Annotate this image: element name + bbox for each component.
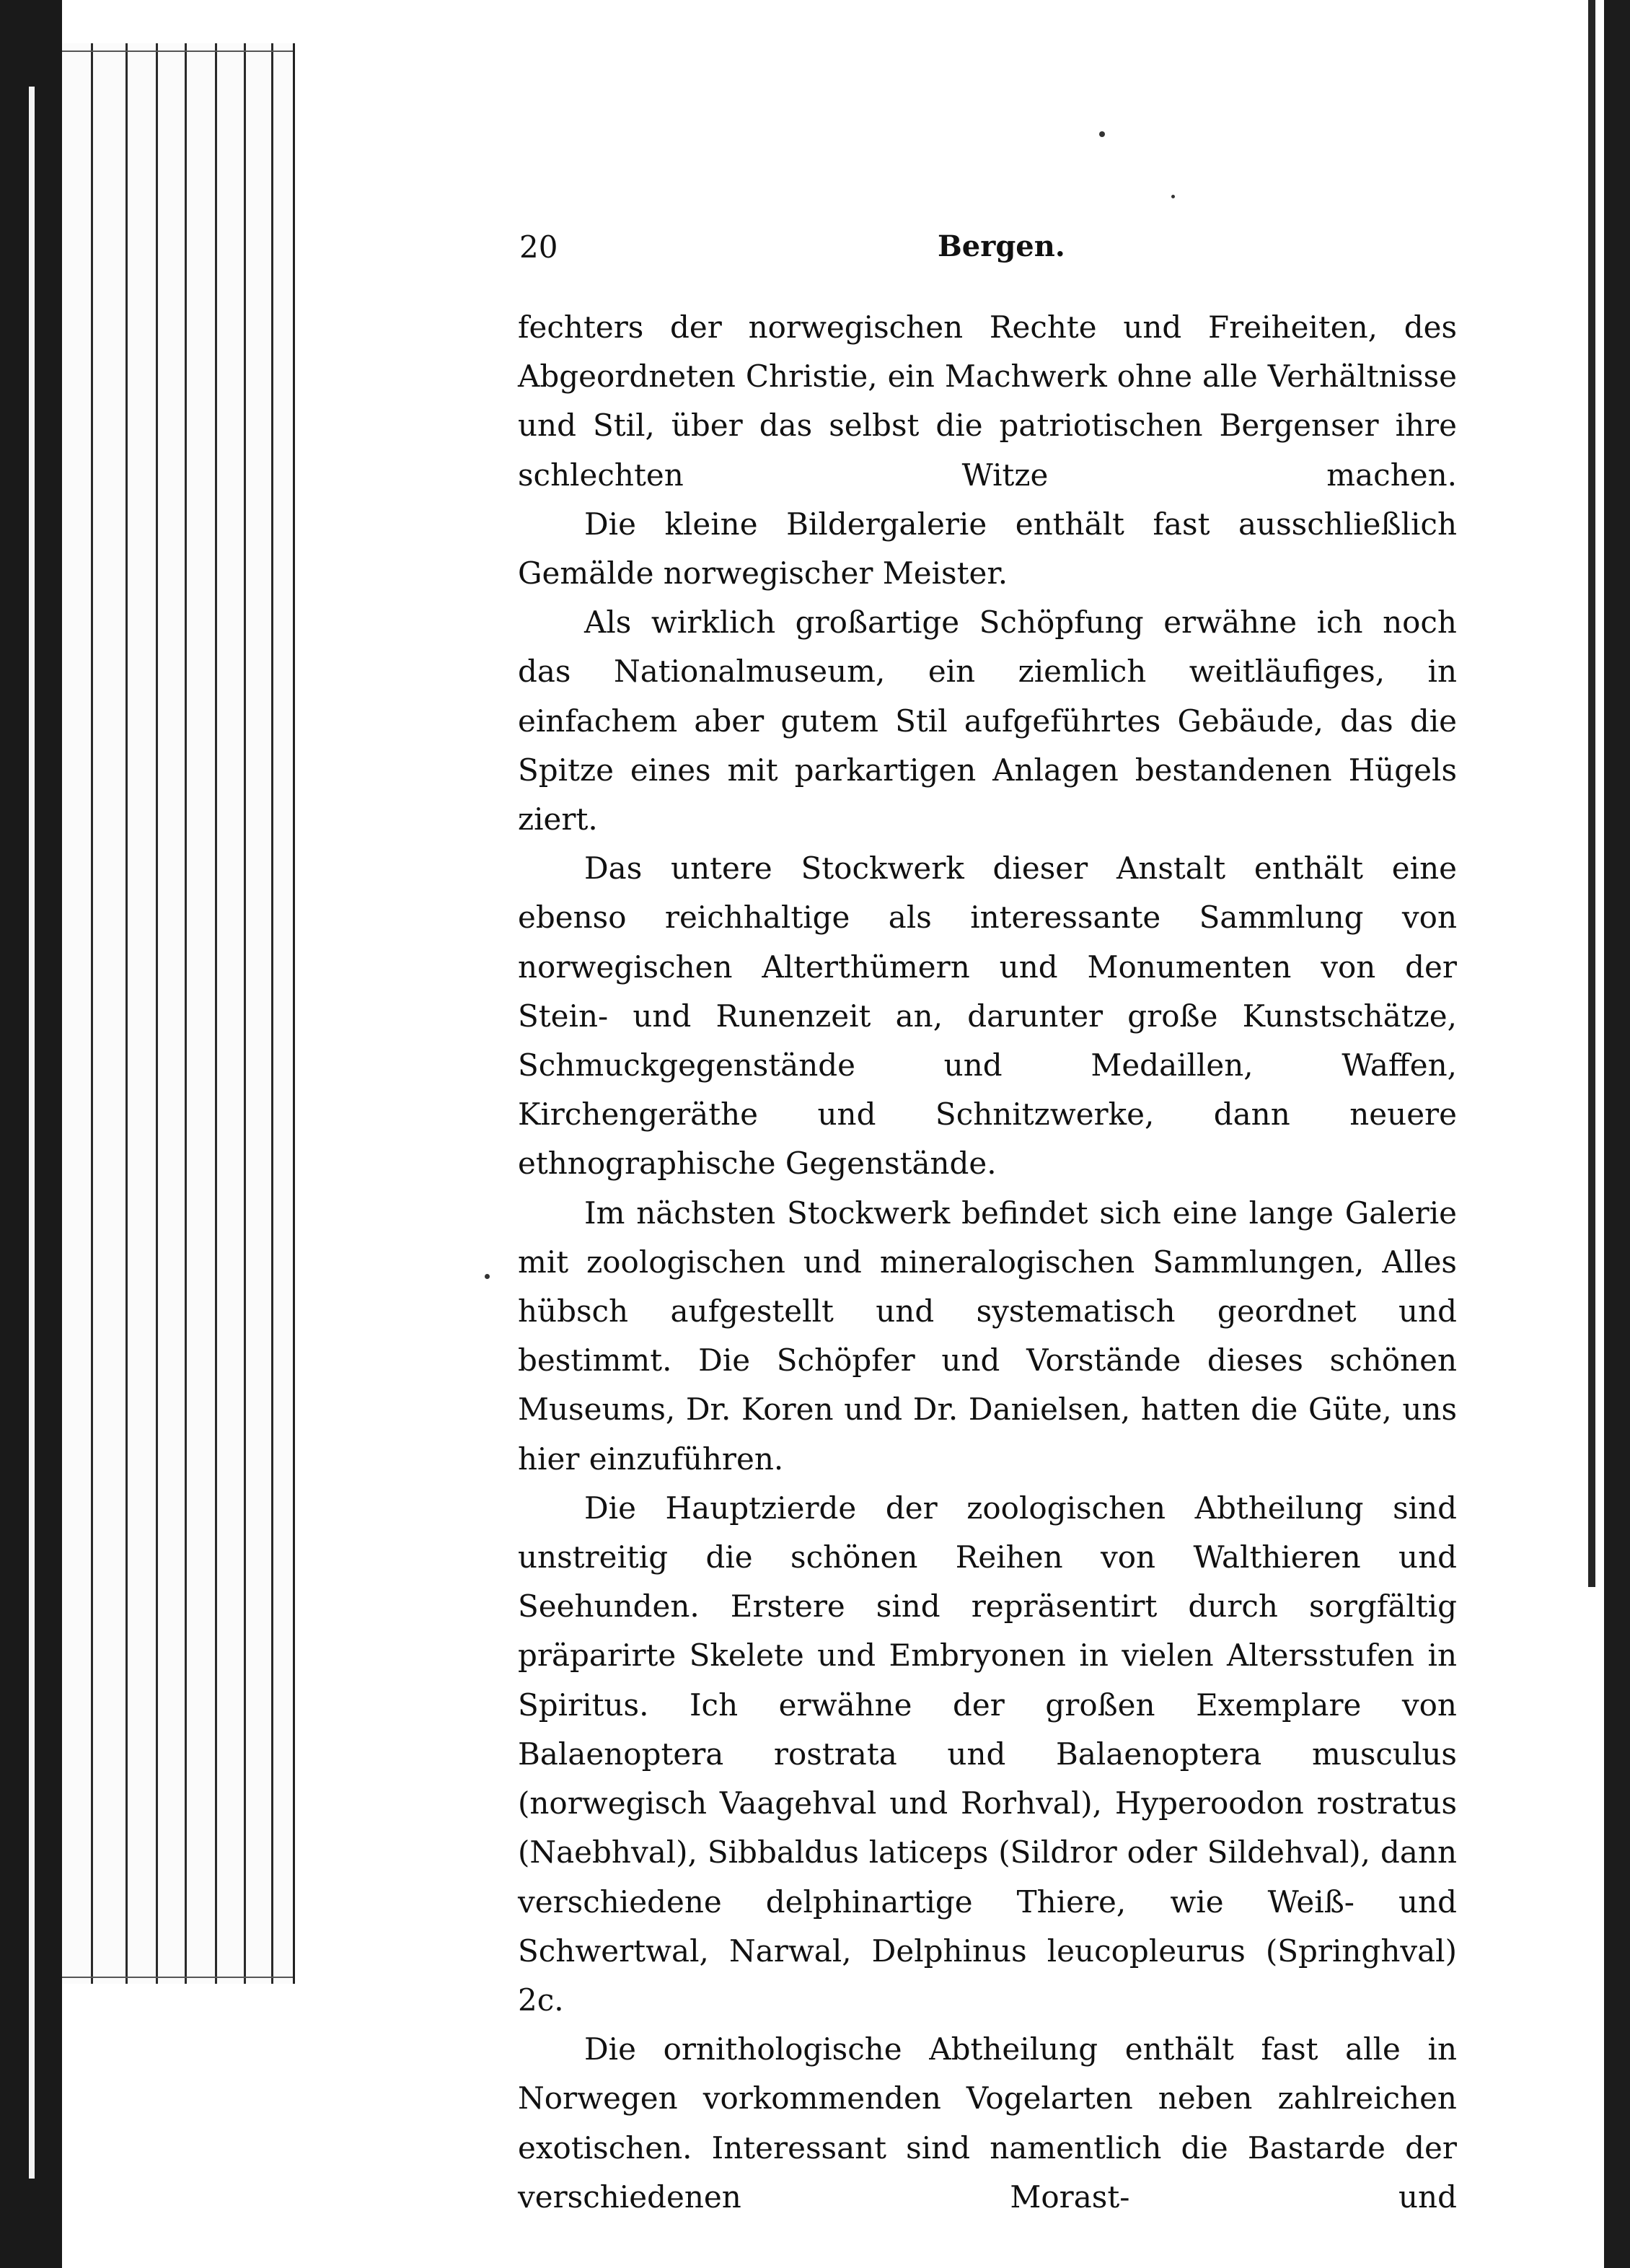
paper-speck — [1171, 195, 1175, 198]
running-title: Bergen. — [938, 229, 1065, 263]
paragraph: Als wirklich großartige Schöpfung erwähne ich noch das Nationalmuseum, ein ziemlich weitläufiges, in einfachem aber gutem Stil aufgeführtes Gebäude, das die Spitze eines mit parkartigen Anlagen bestandenen Hügels ziert. — [518, 605, 1457, 838]
paragraph: fechters der norwegischen Rechte und Freiheiten, des Abgeordneten Christie, ein Machwerk ohne alle Verhältnisse und Stil, über das selbst die patriotischen Bergenser ihre schlechten Witze machen. — [518, 309, 1457, 493]
running-head — [519, 229, 1457, 273]
paper-speck — [1099, 131, 1105, 137]
page-leaf — [91, 43, 93, 1984]
paragraph: Die kleine Bildergalerie enthält fast ausschließlich Gemälde norwegischer Meister. — [518, 506, 1457, 592]
paragraph: Die ornithologische Abtheilung enthält fast alle in Norwegen vorkommenden Vogelarten neben zahlreichen exotischen. Interessant sind namentlich die Bastarde der verschiedenen Morast- und — [518, 2031, 1457, 2215]
page-leaf — [271, 43, 273, 1984]
book-right-shadow — [1588, 0, 1595, 1587]
book-right-edge — [1604, 0, 1630, 2268]
paper-speck — [485, 1274, 490, 1279]
page-leaf-edge — [62, 50, 293, 52]
page-leaf — [156, 43, 158, 1984]
body-text — [518, 303, 1457, 2222]
book-edge-highlight — [29, 87, 35, 2179]
page-leaf — [215, 43, 217, 1984]
page-leaf — [185, 43, 187, 1984]
paragraph: Das untere Stockwerk dieser Anstalt enthält eine ebenso reichhaltige als interessante Sammlung von norwegischen Alterthümern und Monumenten von der Stein- und Runenzeit an, darunter große Kunstschätze, Schmuckgegenstände und Medaillen, Waffen, Kirchengeräthe und Schnitzwerke, dann neuere ethnographische Gegenstände. — [518, 850, 1457, 1182]
page-leaf — [125, 43, 128, 1984]
paragraph: Die Hauptzierde der zoologischen Abtheilung sind unstreitig die schönen Reihen von Walthieren und Seehunden. Erstere sind repräsentirt durch sorgfältig präparirte Skelete und Embryonen in vielen Altersstufen in Spiritus. Ich erwähne der großen Exemplare von Balaenoptera rostrata und Balaenoptera musculus (norwegisch Vaagehval und Rorhval), Hyperoodon rostratus (Naebhval), Sibbaldus laticeps (Sildror oder Sildehval), dann verschiedene delphinartige Thiere, wie Weiß- und Schwertwal, Narwal, Delphinus leucopleurus (Springhval) 2c. — [518, 1490, 1457, 2018]
page-leaf — [244, 43, 246, 1984]
page-number: 20 — [519, 229, 558, 265]
paragraph: Im nächsten Stockwerk befindet sich eine lange Galerie mit zoologischen und mineralogischen Sammlungen, Alles hübsch aufgestellt und systematisch geordnet und bestimmt. Die Schöpfer und Vorstände dieses schönen Museums, Dr. Koren und Dr. Danielsen, hatten die Güte, uns hier einzuführen. — [518, 1195, 1457, 1477]
page-stack — [62, 43, 295, 1984]
page-leaf-edge — [62, 1977, 293, 1978]
